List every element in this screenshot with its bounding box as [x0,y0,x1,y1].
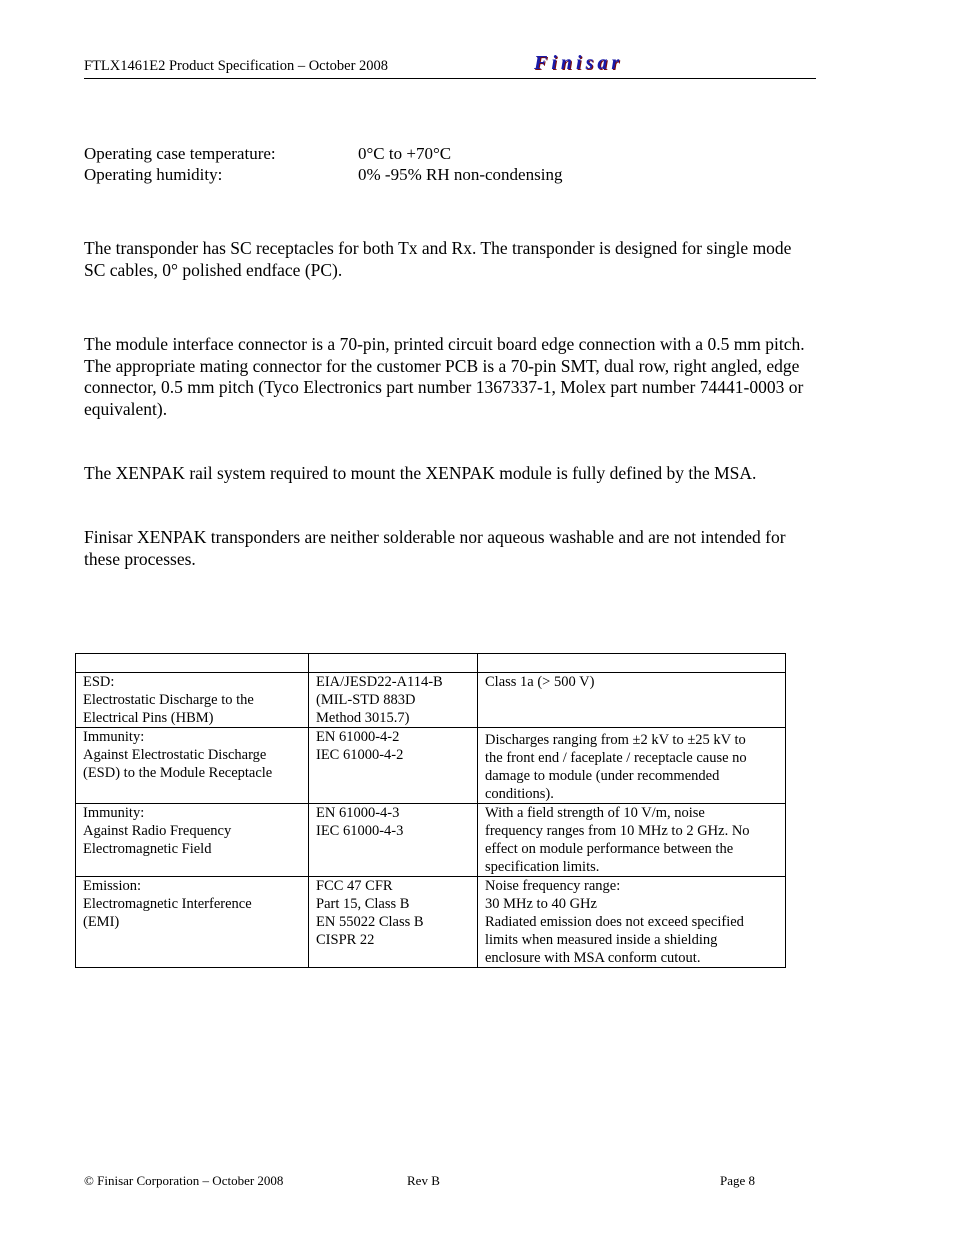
table-cell [76,673,309,728]
table-cell [76,877,309,968]
table-row [76,673,786,728]
cell-text: Radiated emission does not exceed specified [485,914,744,930]
cell-text: specification limits. [485,859,600,875]
cell-text: Against Electrostatic Discharge [83,747,267,763]
table-row [76,728,786,804]
cell-text: EN 61000-4-3 [316,805,400,821]
cell-text: CISPR 22 [316,932,375,948]
cell-text: limits when measured inside a shielding [485,932,718,948]
table-row [76,877,786,968]
cell-text: EN 55022 Class B [316,914,424,930]
cell-text: Discharges ranging from ±2 kV to ±25 kV to [485,732,746,748]
cell-text: Immunity: [83,805,145,821]
cell-text: With a field strength of 10 V/m, noise [485,805,705,821]
cell-text: EN 61000-4-2 [316,729,400,745]
paragraph-rail-system: The XENPAK rail system required to mount the XENPAK module is fully defined by the MSA. [84,463,757,483]
spec-value: 0°C to +70°C [358,144,452,163]
spec-label: Operating case temperature: [84,144,276,163]
paragraph-receptacles: The transponder has SC receptacles for both Tx and Rx. The transponder is designed for single mode SC cables, 0° polished endface (PC). [84,238,792,280]
document-title: FTLX1461E2 Product Specification – October 2008 [84,58,389,74]
cell-text: Electromagnetic Interference [83,896,252,912]
cell-text: frequency ranges from 10 MHz to 2 GHz. No [485,823,750,839]
cell-text: 30 MHz to 40 GHz [485,896,597,912]
table-header-cell [76,654,309,673]
cell-text: Part 15, Class B [316,896,410,912]
cell-text: Immunity: [83,729,145,745]
page-header [84,52,816,79]
table-cell [478,877,786,968]
cell-text: damage to module (under recommended [485,768,720,784]
cell-text: Emission: [83,878,142,894]
cell-text: enclosure with MSA conform cutout. [485,950,701,966]
cell-text: Against Radio Frequency [83,823,232,839]
table-header-cell [478,654,786,673]
table-cell [309,673,478,728]
paragraph-washability: Finisar XENPAK transponders are neither solderable nor aqueous washable and are not intended for these processes. [84,527,786,569]
table-header-row [76,654,786,673]
table-cell [76,728,309,804]
footer-page-number: Page 8 [720,1173,756,1188]
cell-text: IEC 61000-4-3 [316,823,404,839]
table-cell [478,804,786,877]
table-cell [309,877,478,968]
table-cell [309,804,478,877]
cell-text: Electromagnetic Field [83,841,212,857]
table-cell [478,728,786,804]
cell-text: (ESD) to the Module Receptacle [83,765,273,781]
emc-table [75,653,786,968]
cell-text: Electrical Pins (HBM) [83,710,214,726]
footer-copyright: © Finisar Corporation – October 2008 [84,1173,284,1188]
cell-text: Electrostatic Discharge to the [83,692,254,708]
cell-text: (EMI) [83,914,120,930]
cell-text: Class 1a (> 500 V) [485,674,595,690]
cell-text: conditions). [485,786,554,802]
table-cell [76,804,309,877]
cell-text: effect on module performance between the [485,841,734,857]
cell-text: Method 3015.7) [316,710,410,726]
spec-label: Operating humidity: [84,165,223,184]
table-cell [309,728,478,804]
cell-text: (MIL-STD 883D [316,692,416,708]
cell-text: IEC 61000-4-2 [316,747,404,763]
cell-text: ESD: [83,674,115,690]
table-row [76,804,786,877]
finisar-logo: Finisar [534,52,624,74]
table-header-cell [309,654,478,673]
cell-text: FCC 47 CFR [316,878,393,894]
paragraph-connector: The module interface connector is a 70-pin, printed circuit board edge connection with a 0.5 mm pitch. The appropriate mating connector for the customer PCB is a 70-pin SMT, dual row, right angled, edge connector, 0.5 mm pitch (Tyco Electronics part number 1367337-1, Molex part number 74441-0003 or equivalent). [84,334,805,419]
table-cell [478,673,786,728]
footer-revision: Rev B [407,1173,440,1188]
cell-text: the front end / faceplate / receptacle cause no [485,750,747,766]
spec-value: 0% -95% RH non-condensing [358,165,563,184]
cell-text: EIA/JESD22-A114-B [316,674,443,690]
cell-text: Noise frequency range: [485,878,621,894]
